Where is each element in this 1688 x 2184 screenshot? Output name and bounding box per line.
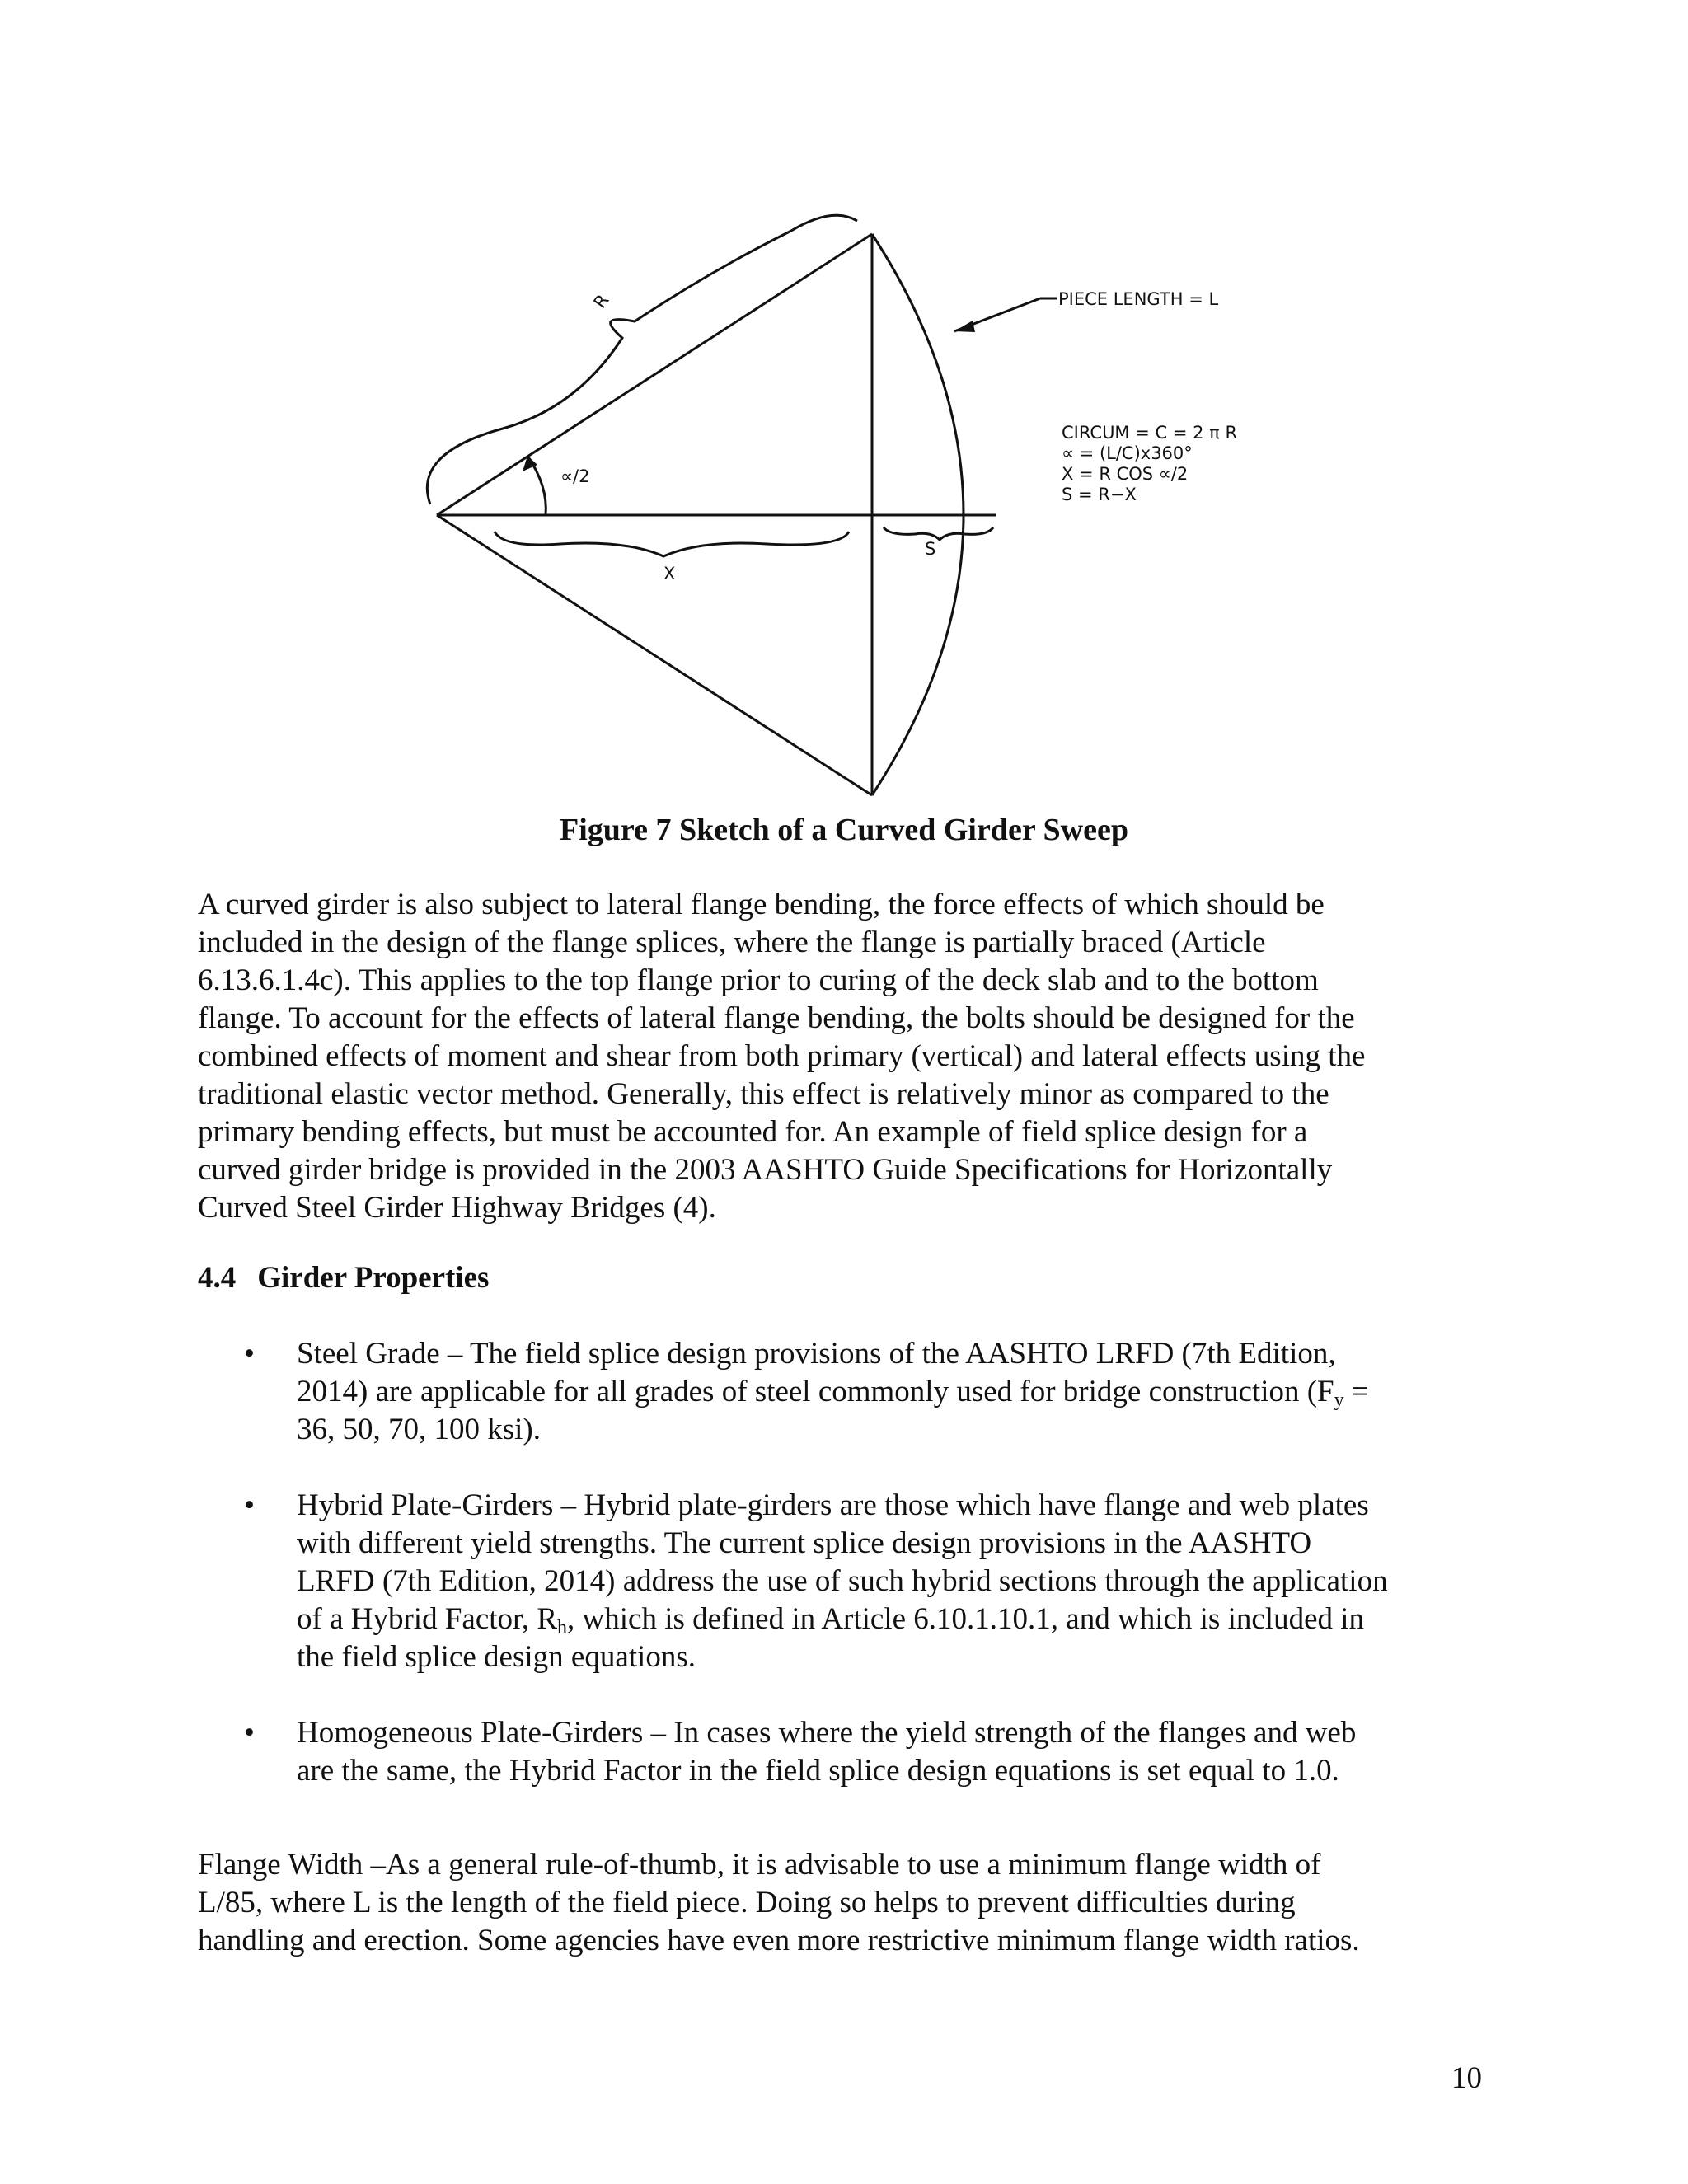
formula-alpha: ∝ = (L/C)x360° [1062,443,1193,463]
paragraph-lateral-flange-bending: A curved girder is also subject to lateral flange bending, the force effects of which should be included in the design of the flange splices, where the flange is partially braced (Article 6.13.6.1.4c). This applies to the top flange prior to curing of the deck slab and to the bottom flange. To account for the effects of lateral flange bending, the bolts should be designed for the combined effects of moment and shear from both primary (vertical) and lateral effects using the traditional elastic vector method. Generally, this effect is relatively minor as compared to the primary bending effects, but must be accounted for. An example of field splice design for a curved girder bridge is provided in the 2003 AASHTO Guide Specifications for Horizontally Curved Steel Girder Highway Bridges (4). [198,888,1366,1225]
radius-line-lower [437,515,872,795]
section-heading [198,1259,489,1297]
section-number: 4.4 [198,1261,237,1295]
list-item [0,1714,1688,1790]
formula-x: X = R COS ∝/2 [1062,464,1189,484]
label-half-angle: ∝/2 [560,466,590,486]
brace-x [495,532,849,556]
label-x: X [663,564,676,583]
radius-line-upper [437,234,872,515]
brace-r [427,215,857,504]
paragraph-flange-width: Flange Width –As a general rule-of-thumb, it is advisable to use a minimum flange width of L/85, where L is the length of the field piece. Doing so helps to prevent difficulties during handling and erection. Some agencies have even more restrictive minimum flange width ratios. [198,1848,1360,1957]
formula-s: S = R−X [1062,485,1137,504]
bullet-hybrid-plate-girders: Hybrid Plate-Girders – Hybrid plate-girders are those which have flange and web plates with different yield strengths. The current splice design provisions in the AASHTO LRFD (7th Edition, 2014) address the use of such hybrid sections through the application of a Hybrid Factor, $R_h$, which is defined in Article 6.10.1.10.1, and which is included in the field splice design equations. [297,1488,1388,1674]
figure-caption: Figure 7 Sketch of a Curved Girder Sweep [560,813,1128,847]
section-title: Girder Properties [257,1261,490,1295]
label-r: R [589,290,613,312]
bullet-icon: • [244,1716,255,1750]
girder-properties-list [0,1335,1688,1828]
curved-girder-sweep-diagram [0,0,1688,824]
list-item [0,1335,1688,1449]
bullet-homogeneous-plate-girders: Homogeneous Plate-Girders – In cases where the yield strength of the flanges and web are the same, the Hybrid Factor in the field splice design equations is set equal to 1.0. [297,1716,1357,1788]
label-s: S [925,539,936,559]
list-item [0,1487,1688,1676]
bullet-icon: • [244,1337,255,1371]
formula-circum: CIRCUM = C = 2 π R [1062,423,1238,443]
brace-s [884,527,993,540]
leader-arrowhead [954,321,975,332]
bullet-icon: • [244,1488,255,1522]
label-piece-length: PIECE LENGTH = L [1058,289,1219,309]
bullet-steel-grade: Steel Grade – The field splice design provisions of the AASHTO LRFD (7th Edition, 2014) are applicable for all grades of steel commonly used for bridge construction ($F_y$ = 36, 50, 70, 100 ksi). [297,1337,1369,1446]
page-number: 10 [1451,2061,1482,2095]
